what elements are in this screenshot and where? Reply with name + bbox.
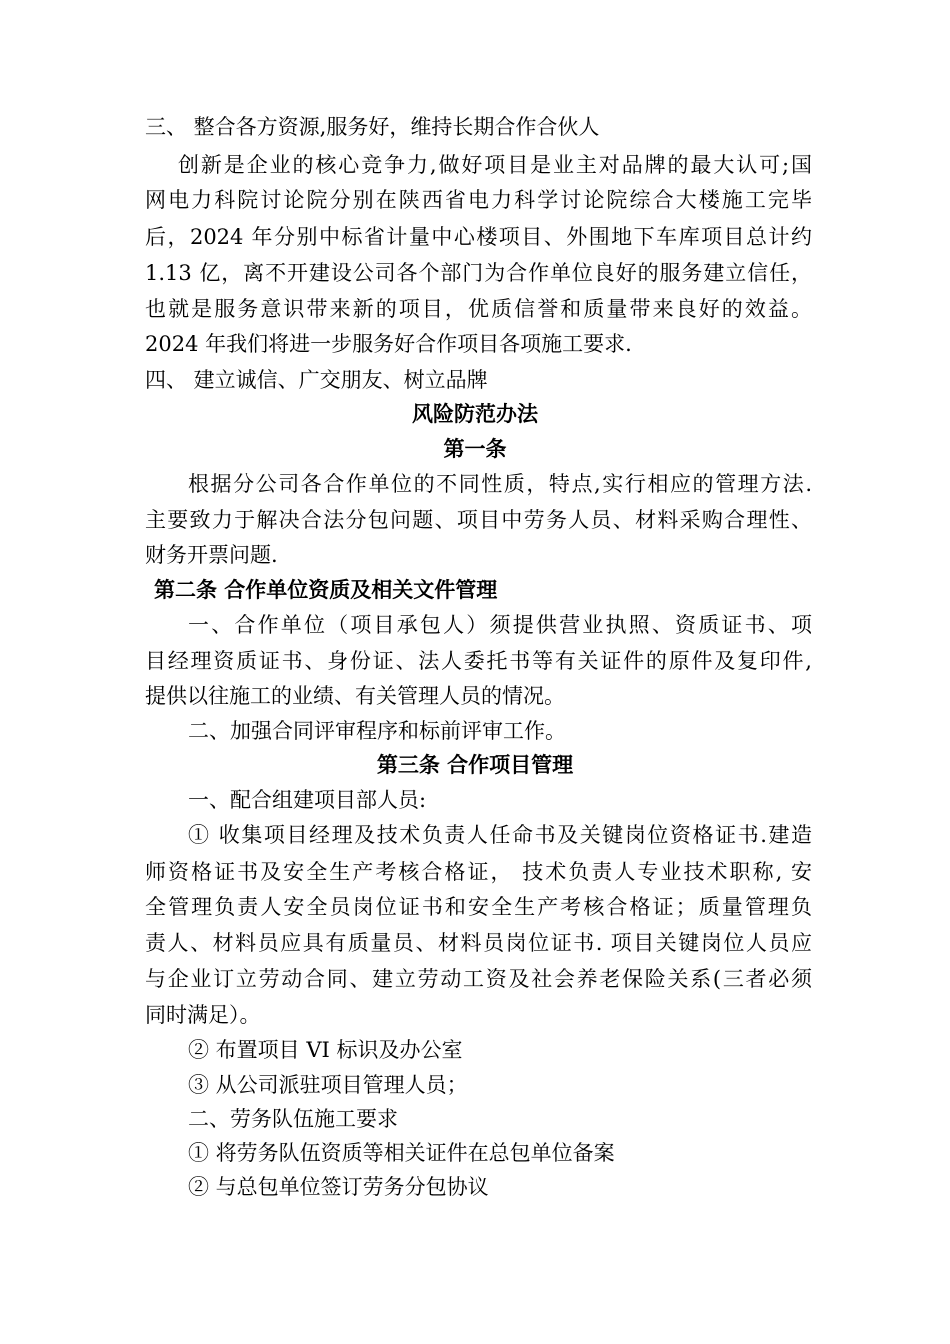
list-item: ① 将劳务队伍资质等相关证件在总包单位备案 [188, 1141, 615, 1165]
paragraph-line: 师资格证书及安全生产考核合格证， 技术负责人专业技术职称, 安 [145, 860, 812, 884]
paragraph-line: 目经理资质证书、身份证、法人委托书等有关证件的原件及复印件, [145, 649, 812, 673]
list-item: 二、劳务队伍施工要求 [188, 1107, 398, 1131]
paragraph-line: 二、加强合同评审程序和标前评审工作。 [188, 719, 566, 743]
paragraph-line: ① 收集项目经理及技术负责人任命书及关键岗位资格证书.建造 [188, 823, 812, 847]
paragraph-line: 同时满足）。 [145, 1003, 261, 1027]
paragraph-line: 财务开票问题. [145, 543, 278, 567]
paragraph-line: 根据分公司各合作单位的不同性质，特点,实行相应的管理方法. [188, 472, 812, 496]
paragraph-line: 创新是企业的核心竞争力,做好项目是业主对品牌的最大认可;国 [178, 153, 812, 177]
article-one-heading: 第一条 [443, 436, 507, 461]
paragraph-line: 提供以往施工的业绩、有关管理人员的情况。 [145, 684, 565, 708]
paragraph-line: 与企业订立劳动合同、建立劳动工资及社会养老保险关系(三者必须 [145, 967, 812, 991]
paragraph-line: 一、配合组建项目部人员: [188, 788, 427, 812]
article-two-heading: 第二条 合作单位资质及相关文件管理 [154, 577, 498, 602]
article-three-heading: 第三条 合作项目管理 [376, 752, 574, 777]
paragraph-line: 后，2024 年分别中标省计量中心楼项目、外围地下车库项目总计约 [145, 225, 812, 249]
paragraph-line: 2024 年我们将进一步服务好合作项目各项施工要求. [145, 332, 632, 356]
list-item: ② 与总包单位签订劳务分包协议 [188, 1175, 489, 1199]
paragraph-line: 也就是服务意识带来新的项目，优质信誉和质量带来良好的效益。 [145, 297, 812, 321]
paragraph-line: 责人、材料员应具有质量员、材料员岗位证书. 项目关键岗位人员应 [145, 931, 812, 955]
section-four-heading: 四、 建立诚信、广交朋友、树立品牌 [145, 368, 488, 392]
paragraph-line: 主要致力于解决合法分包问题、项目中劳务人员、材料采购合理性、 [145, 508, 812, 532]
risk-prevention-title: 风险防范办法 [412, 401, 538, 426]
paragraph-line: 网电力科院讨论院分别在陕西省电力科学讨论院综合大楼施工完毕 [145, 188, 812, 212]
list-item: ③ 从公司派驻项目管理人员； [188, 1073, 468, 1097]
section-three-heading: 三、 整合各方资源,服务好，维持长期合作合伙人 [145, 115, 600, 139]
paragraph-line: 1.13 亿，离不开建设公司各个部门为合作单位良好的服务建立信任， [145, 261, 812, 285]
paragraph-line: 一、合作单位（项目承包人）须提供营业执照、资质证书、项 [188, 613, 812, 637]
paragraph-line: 全管理负责人安全员岗位证书和安全生产考核合格证；质量管理负 [145, 895, 812, 919]
list-item: ② 布置项目 VI 标识及办公室 [188, 1038, 463, 1062]
